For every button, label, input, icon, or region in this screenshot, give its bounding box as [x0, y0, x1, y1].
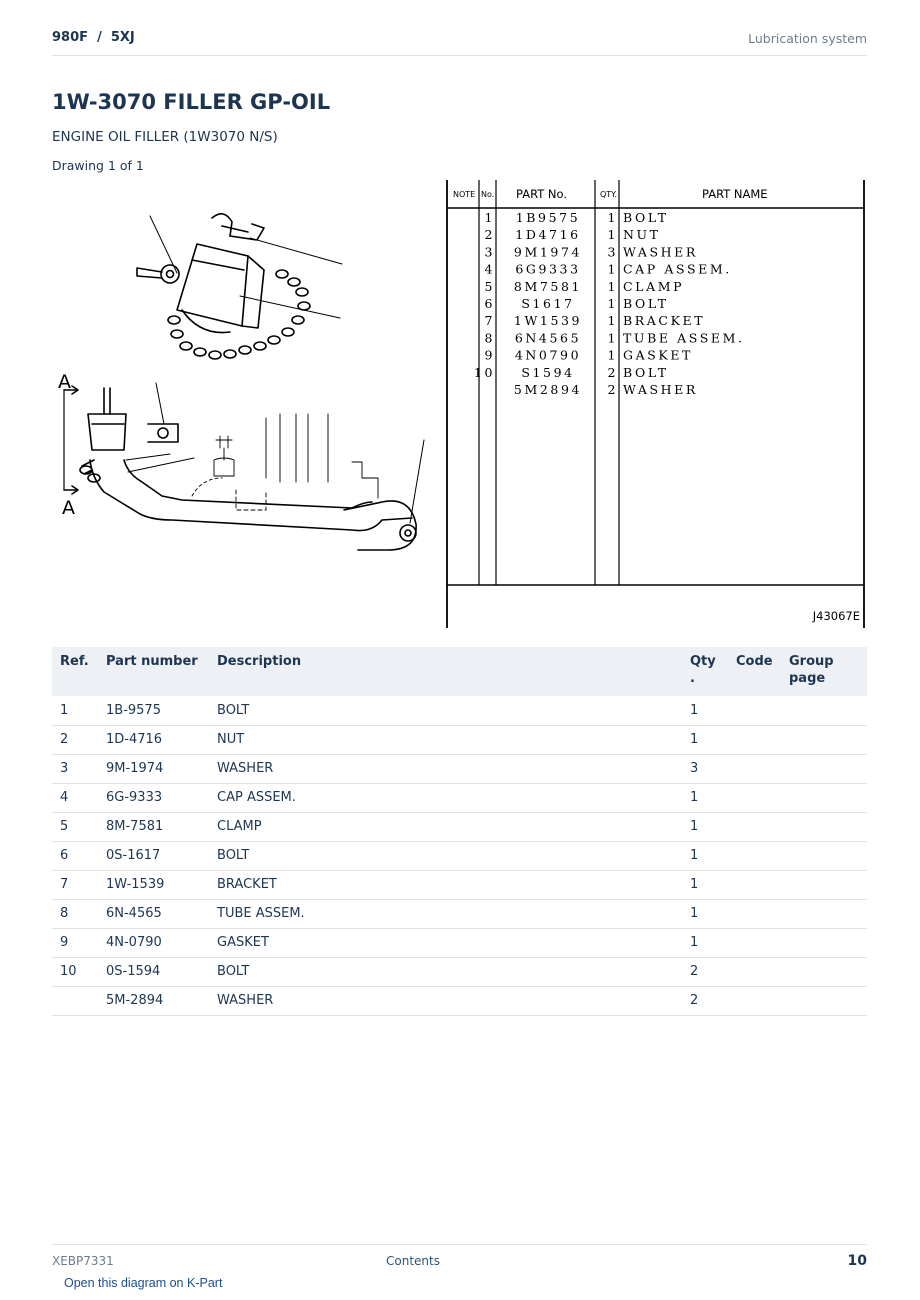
- legend-cell-no: 1: [484, 210, 495, 225]
- parts-diagram: [52, 178, 867, 630]
- cell-qty: 1: [682, 812, 728, 841]
- legend-cell-no: 8: [484, 330, 495, 346]
- cell-qty: 1: [682, 899, 728, 928]
- table-row: [52, 870, 867, 899]
- cell-description: WASHER: [209, 986, 682, 1015]
- legend-cell-qty: 1: [607, 227, 618, 243]
- legend-cell-no: 6: [484, 296, 495, 311]
- cell-code: [728, 783, 781, 812]
- drawing-code: J43067E: [812, 609, 860, 623]
- legend-cell-qty: 1: [607, 313, 618, 329]
- cell-ref: 1: [52, 696, 98, 725]
- cell-qty: 2: [682, 957, 728, 986]
- legend-cell-part-no: 9M1974: [513, 244, 583, 260]
- cell-part-number: 5M-2894: [98, 986, 209, 1015]
- cell-code: [728, 986, 781, 1015]
- cell-code: [728, 957, 781, 986]
- legend-cell-no: 7: [484, 313, 495, 329]
- legend-cell-part-name: BRACKET: [623, 313, 706, 329]
- cell-code: [728, 928, 781, 957]
- cell-code: [728, 899, 781, 928]
- legend-cell-qty: 1: [607, 210, 618, 225]
- col-header-qty: Qty .: [682, 647, 728, 696]
- legend-cell-qty: 1: [607, 278, 618, 294]
- table-row: [52, 754, 867, 783]
- cell-group-page: [781, 696, 867, 725]
- cell-description: GASKET: [209, 928, 682, 957]
- page-subtitle: ENGINE OIL FILLER (1W3070 N/S): [52, 129, 278, 145]
- cell-part-number: 9M-1974: [98, 754, 209, 783]
- page-header: [52, 28, 867, 56]
- cell-code: [728, 870, 781, 899]
- legend-cell-part-no: 1B9575: [515, 210, 581, 225]
- cell-ref: 3: [52, 754, 98, 783]
- cell-group-page: [781, 899, 867, 928]
- legend-header-no: No.: [481, 190, 495, 199]
- cell-description: BOLT: [209, 841, 682, 870]
- legend-cell-qty: 2: [607, 382, 618, 397]
- drawing-count: Drawing 1 of 1: [52, 158, 144, 173]
- legend-cell-part-name: WASHER: [623, 382, 698, 397]
- table-row: [52, 812, 867, 841]
- legend-rows: [474, 210, 745, 397]
- legend-cell-no: 5: [484, 278, 495, 294]
- legend-cell-part-name: NUT: [623, 227, 661, 243]
- legend-cell-qty: 1: [607, 330, 618, 346]
- legend-cell-part-no: 1W1539: [513, 313, 583, 329]
- cell-group-page: [781, 986, 867, 1015]
- cell-qty: 1: [682, 783, 728, 812]
- cell-description: NUT: [209, 725, 682, 754]
- legend-cell-part-no: 6N4565: [514, 330, 582, 346]
- table-row: [52, 841, 867, 870]
- cell-ref: 7: [52, 870, 98, 899]
- legend-cell-part-no: 1D4716: [515, 227, 581, 243]
- legend-cell-part-name: BOLT: [623, 296, 669, 311]
- cell-qty: 1: [682, 841, 728, 870]
- table-row: [52, 899, 867, 928]
- col-header-code: Code: [728, 647, 781, 696]
- cell-part-number: 6G-9333: [98, 783, 209, 812]
- legend-cell-qty: 2: [607, 364, 618, 380]
- cell-group-page: [781, 725, 867, 754]
- cell-description: BOLT: [209, 696, 682, 725]
- section-label-bottom: A: [62, 497, 75, 519]
- cell-ref: [52, 986, 98, 1015]
- cell-qty: 1: [682, 696, 728, 725]
- cell-part-number: 0S-1617: [98, 841, 209, 870]
- legend-cell-qty: 1: [607, 296, 618, 311]
- legend-cell-part-no: S1617: [521, 296, 575, 311]
- section-name: Lubrication system: [748, 31, 867, 46]
- legend-cell-no: 4: [484, 261, 495, 277]
- page-number: 10: [847, 1253, 867, 1269]
- table-row: [52, 957, 867, 986]
- cell-description: BRACKET: [209, 870, 682, 899]
- kpart-diagram-link[interactable]: Open this diagram on K-Part: [64, 1276, 223, 1290]
- cell-group-page: [781, 812, 867, 841]
- legend-cell-part-no: S1594: [521, 364, 575, 380]
- col-header-part-number: Part number: [98, 647, 209, 696]
- cell-part-number: 1B-9575: [98, 696, 209, 725]
- table-row: [52, 696, 867, 725]
- legend-cell-part-name: TUBE ASSEM.: [623, 330, 745, 346]
- cell-group-page: [781, 957, 867, 986]
- contents-link[interactable]: Contents: [386, 1254, 440, 1268]
- cell-ref: 8: [52, 899, 98, 928]
- cell-code: [728, 725, 781, 754]
- cell-code: [728, 841, 781, 870]
- cell-part-number: 4N-0790: [98, 928, 209, 957]
- cell-description: TUBE ASSEM.: [209, 899, 682, 928]
- cell-ref: 9: [52, 928, 98, 957]
- cell-ref: 10: [52, 957, 98, 986]
- col-header-ref: Ref.: [52, 647, 98, 696]
- legend-header-part-name: PART NAME: [702, 187, 768, 201]
- legend-cell-part-no: 6G9333: [515, 261, 581, 277]
- cell-ref: 6: [52, 841, 98, 870]
- parts-table: [52, 647, 867, 1016]
- table-row: [52, 986, 867, 1015]
- cell-part-number: 8M-7581: [98, 812, 209, 841]
- cell-part-number: 1W-1539: [98, 870, 209, 899]
- legend-cell-no: 2: [484, 227, 495, 243]
- cell-ref: 2: [52, 725, 98, 754]
- cell-part-number: 0S-1594: [98, 957, 209, 986]
- legend-cell-part-name: CLAMP: [623, 278, 685, 294]
- cell-code: [728, 754, 781, 783]
- cell-description: CAP ASSEM.: [209, 783, 682, 812]
- cell-code: [728, 812, 781, 841]
- legend-header-part-no: PART No.: [516, 187, 567, 201]
- legend-cell-part-no: 5M2894: [513, 382, 583, 397]
- legend-cell-qty: 1: [607, 261, 618, 277]
- legend-header-note: NOTE: [453, 190, 476, 199]
- cell-code: [728, 696, 781, 725]
- document-number: XEBP7331: [52, 1254, 114, 1268]
- cell-description: WASHER: [209, 754, 682, 783]
- cell-group-page: [781, 783, 867, 812]
- cell-group-page: [781, 870, 867, 899]
- legend-cell-no: 3: [484, 244, 495, 260]
- legend-cell-no: 10: [473, 364, 495, 380]
- page-title: 1W-3070 FILLER GP-OIL: [52, 90, 331, 114]
- cell-qty: 1: [682, 870, 728, 899]
- cell-group-page: [781, 928, 867, 957]
- machine-model: 980F / 5XJ: [52, 30, 135, 45]
- legend-cell-qty: 1: [607, 347, 618, 363]
- section-label-top: A: [58, 371, 71, 393]
- legend-cell-no: 9: [484, 347, 495, 363]
- legend-header-qty: QTY.: [600, 190, 617, 199]
- cell-part-number: 1D-4716: [98, 725, 209, 754]
- cell-ref: 4: [52, 783, 98, 812]
- legend-cell-part-name: GASKET: [623, 347, 693, 363]
- table-row: [52, 725, 867, 754]
- cell-qty: 3: [682, 754, 728, 783]
- diagram-illustration: [52, 178, 867, 630]
- cell-description: BOLT: [209, 957, 682, 986]
- legend-cell-part-name: BOLT: [623, 210, 669, 225]
- table-header-row: [52, 647, 867, 696]
- cell-qty: 1: [682, 928, 728, 957]
- legend-cell-part-name: WASHER: [623, 244, 698, 260]
- col-header-description: Description: [209, 647, 682, 696]
- cell-group-page: [781, 754, 867, 783]
- cell-qty: 1: [682, 725, 728, 754]
- table-row: [52, 928, 867, 957]
- legend-cell-part-name: BOLT: [623, 364, 669, 380]
- cell-qty: 2: [682, 986, 728, 1015]
- legend-cell-qty: 3: [607, 244, 618, 260]
- col-header-group-page: Group page: [781, 647, 867, 696]
- page-footer: [52, 1244, 867, 1274]
- cell-description: CLAMP: [209, 812, 682, 841]
- cell-ref: 5: [52, 812, 98, 841]
- legend-cell-part-name: CAP ASSEM.: [623, 261, 732, 277]
- legend-cell-part-no: 8M7581: [513, 278, 583, 294]
- legend-cell-part-no: 4N0790: [514, 347, 582, 363]
- cell-group-page: [781, 841, 867, 870]
- cell-part-number: 6N-4565: [98, 899, 209, 928]
- table-row: [52, 783, 867, 812]
